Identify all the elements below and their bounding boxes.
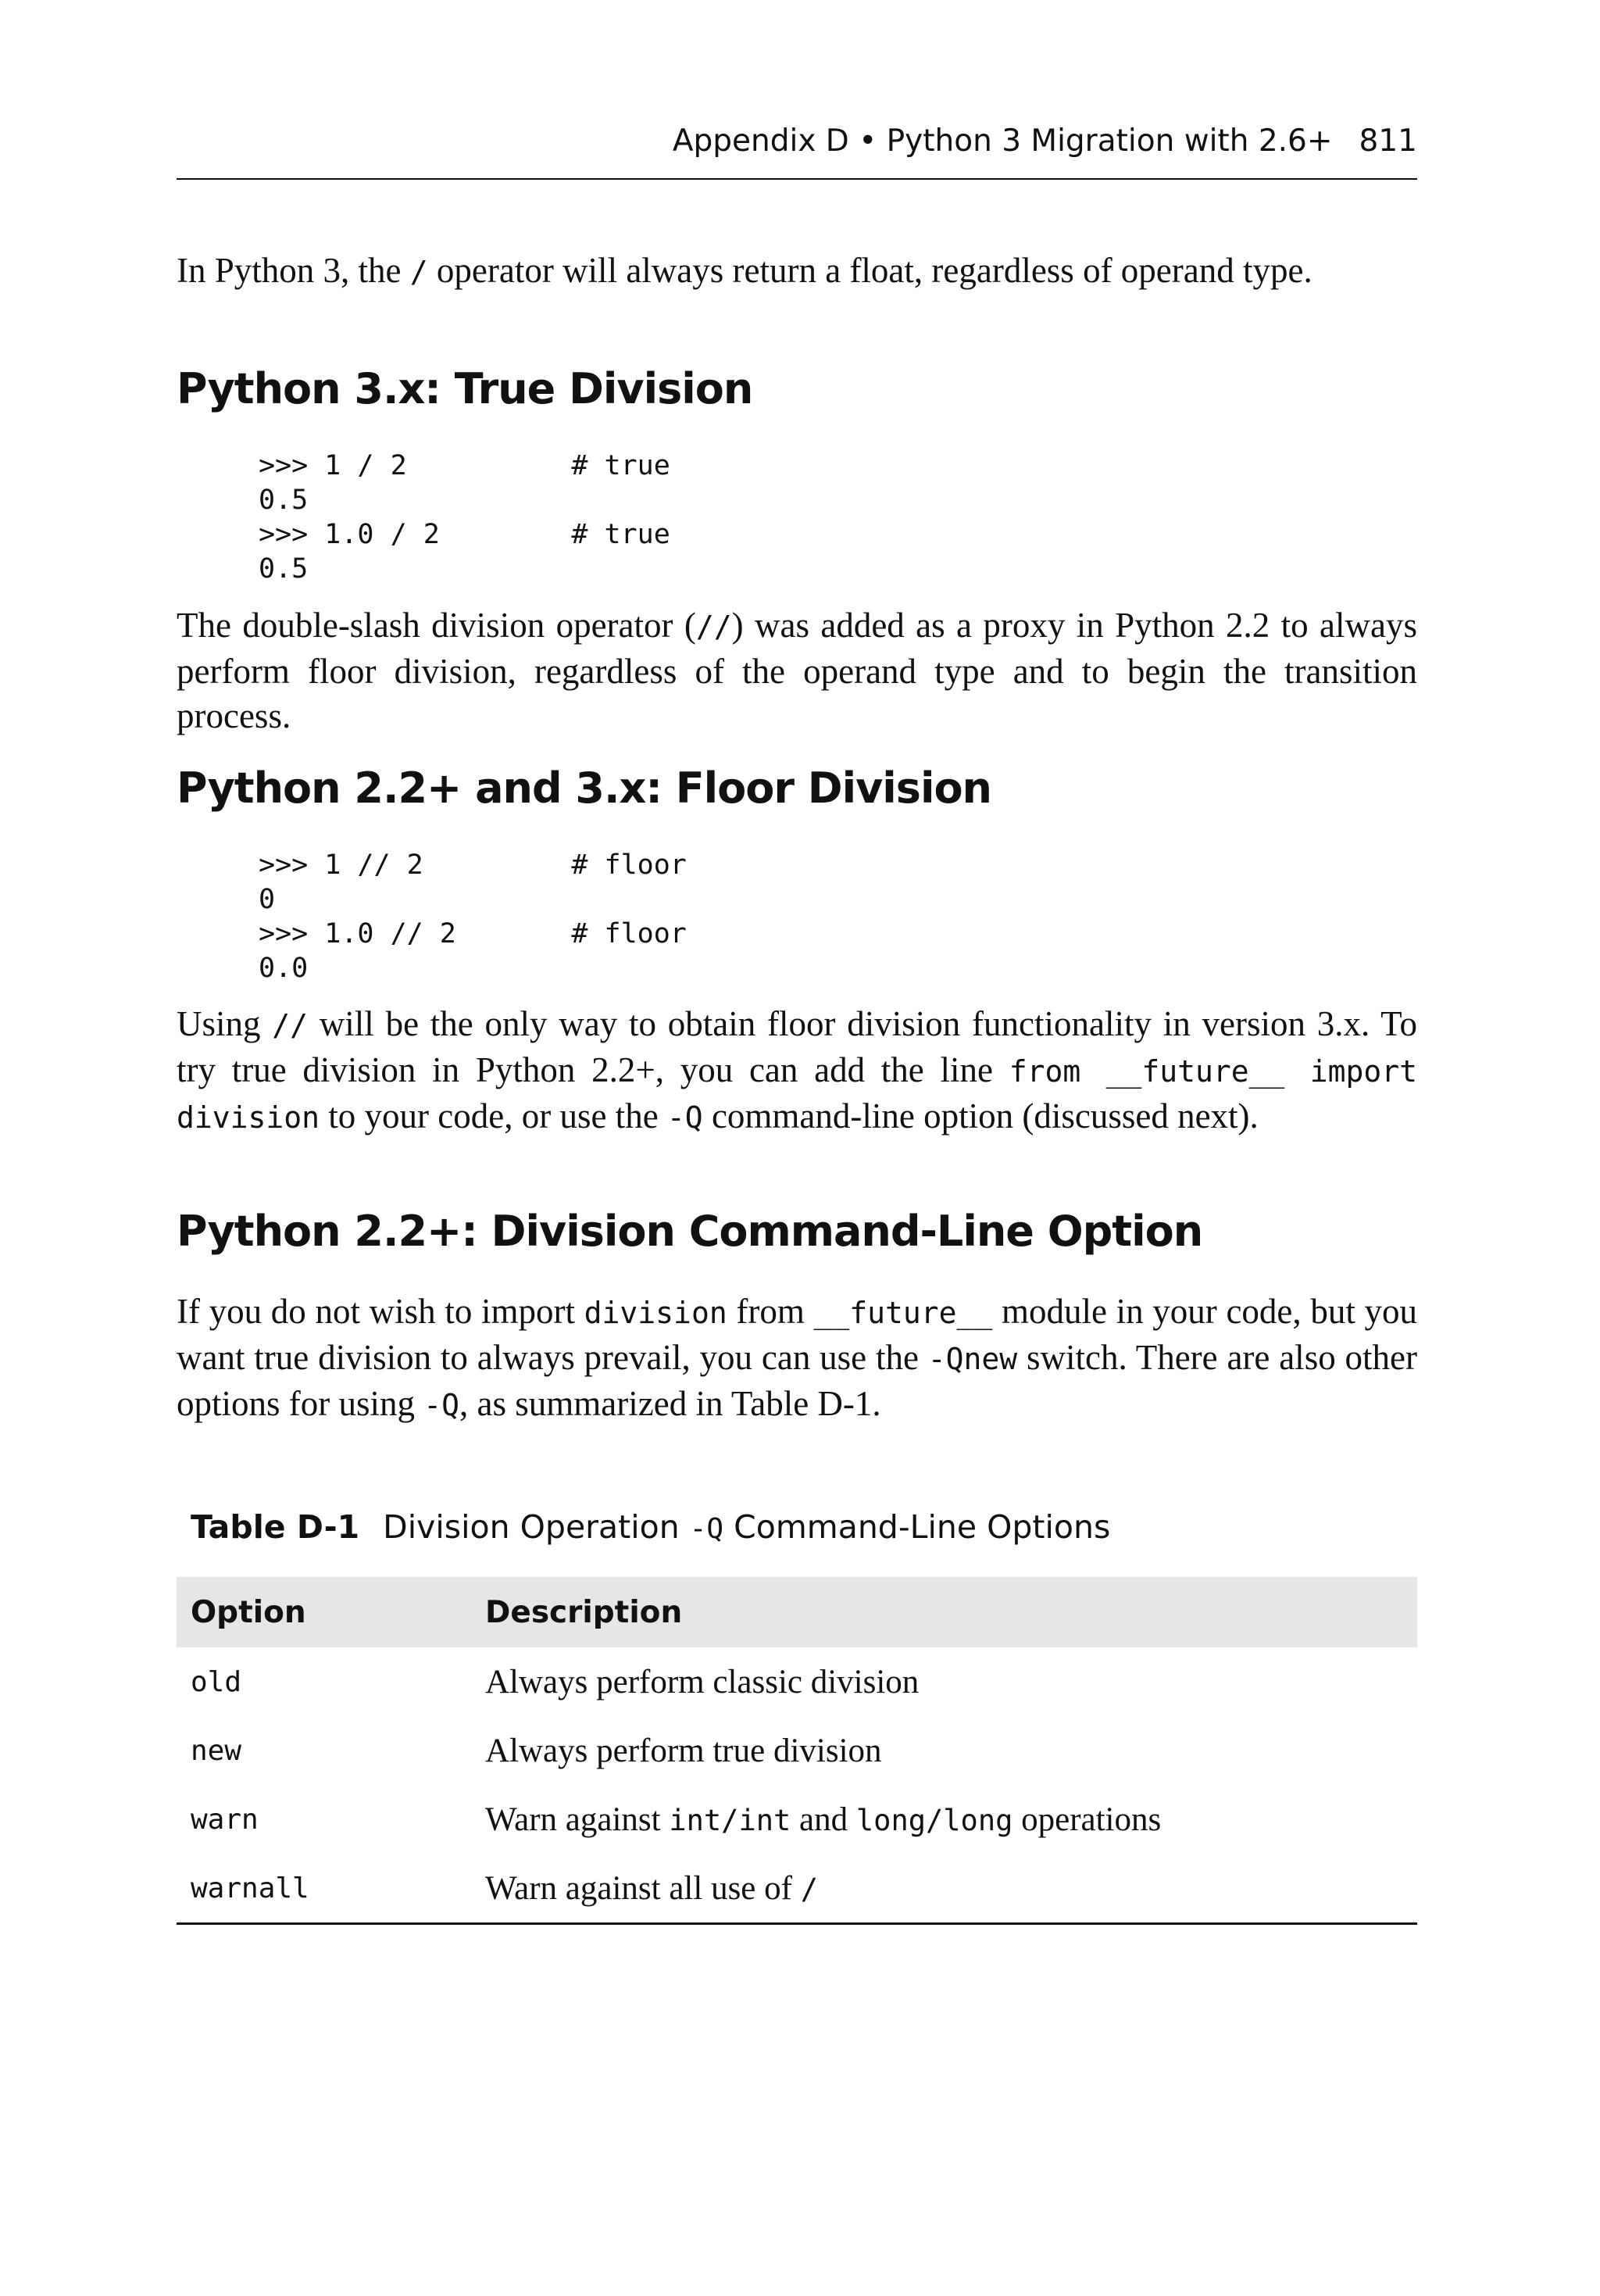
code-listing-true-division: >>> 1 / 2 # true 0.5 >>> 1.0 / 2 # true 0.5	[259, 450, 670, 585]
heading-true-division: Python 3.x: True Division	[177, 364, 753, 413]
description-cell	[485, 1801, 1417, 1839]
text-run: Command-Line Options	[723, 1508, 1111, 1546]
floor-intro-paragraph	[177, 603, 1417, 739]
text-run: and	[791, 1801, 856, 1838]
description-cell: Always perform true division	[485, 1732, 882, 1769]
heading-floor-division: Python 2.2+ and 3.x: Floor Division	[177, 764, 991, 813]
table-label: Table D-1	[191, 1508, 360, 1546]
running-head	[673, 123, 1417, 159]
text-run: will be the only way to obtain floor division functionality in version 3.x. To try true division in Python 2.2+, you can add the line	[177, 1004, 1418, 1089]
code-run: /	[800, 1872, 818, 1906]
text-run: , as summarized in Table D-1.	[459, 1384, 881, 1423]
code-run: -Q	[666, 1100, 703, 1135]
table-header-row	[177, 1577, 1417, 1647]
text-run: operator will always return a float, regardless of operand type.	[427, 251, 1312, 290]
table-row	[177, 1854, 1417, 1922]
table-row	[177, 1716, 1417, 1785]
option-cell: new	[191, 1734, 242, 1767]
code-run: -Qnew	[927, 1342, 1018, 1376]
using-floor-paragraph	[177, 1002, 1417, 1140]
text-run: Using	[177, 1004, 273, 1043]
table-row	[177, 1785, 1417, 1854]
text-run: module in your code, but you want true division to always prevail, you can use the	[177, 1292, 1417, 1377]
code-run: long/long	[855, 1803, 1013, 1837]
table-row	[177, 1647, 1417, 1716]
text-run: Warn against all use of	[485, 1869, 801, 1907]
option-cell: old	[191, 1665, 242, 1698]
code-run: //	[272, 1008, 309, 1042]
code-run: int/int	[669, 1803, 791, 1837]
page-number: 811	[1359, 123, 1417, 159]
text-run: Division Operation	[383, 1508, 690, 1546]
code-run: division	[584, 1296, 727, 1330]
text-run: ) was added as a proxy in Python 2.2 to always perform floor division, regardless of the operand type and to begin the transition process.	[177, 606, 1417, 735]
code-listing-floor-division: >>> 1 // 2 # floor 0 >>> 1.0 // 2 # floor 0.0	[259, 849, 687, 984]
option-cell: warn	[191, 1803, 259, 1836]
heading-command-line-option: Python 2.2+: Division Command-Line Option	[177, 1207, 1203, 1256]
code-run: from __future__ import division	[177, 1054, 1417, 1135]
text-run: from	[727, 1292, 814, 1331]
text-run: If you do not wish to import	[177, 1292, 584, 1331]
option-paragraph	[177, 1289, 1417, 1428]
text-run: In Python 3, the	[177, 251, 410, 290]
description-cell	[485, 1869, 1417, 1908]
intro-paragraph	[177, 249, 1417, 295]
description-cell: Always perform classic division	[485, 1663, 920, 1701]
text-run: Warn against	[485, 1801, 670, 1838]
options-table	[177, 1577, 1417, 1925]
code-run: -Q	[689, 1513, 724, 1545]
column-header-description: Description	[485, 1594, 683, 1630]
text-run: to your code, or use the	[320, 1096, 667, 1135]
header-rule	[177, 178, 1417, 180]
text-run: command-line option (discussed next).	[702, 1096, 1259, 1135]
table-title	[383, 1508, 1110, 1546]
code-run: //	[695, 610, 732, 644]
code-run: -Q	[423, 1388, 460, 1422]
code-run: __future__	[813, 1296, 993, 1330]
text-run: operations	[1012, 1801, 1162, 1838]
text-run: switch. There are also other options for using	[177, 1338, 1417, 1423]
option-cell: warnall	[191, 1872, 309, 1904]
code-run: /	[409, 255, 428, 289]
text-run: The double-slash division operator (	[177, 606, 696, 645]
running-head-title: Appendix D • Python 3 Migration with 2.6+	[672, 123, 1333, 159]
column-header-option: Option	[191, 1594, 306, 1630]
table-caption	[191, 1508, 1110, 1546]
